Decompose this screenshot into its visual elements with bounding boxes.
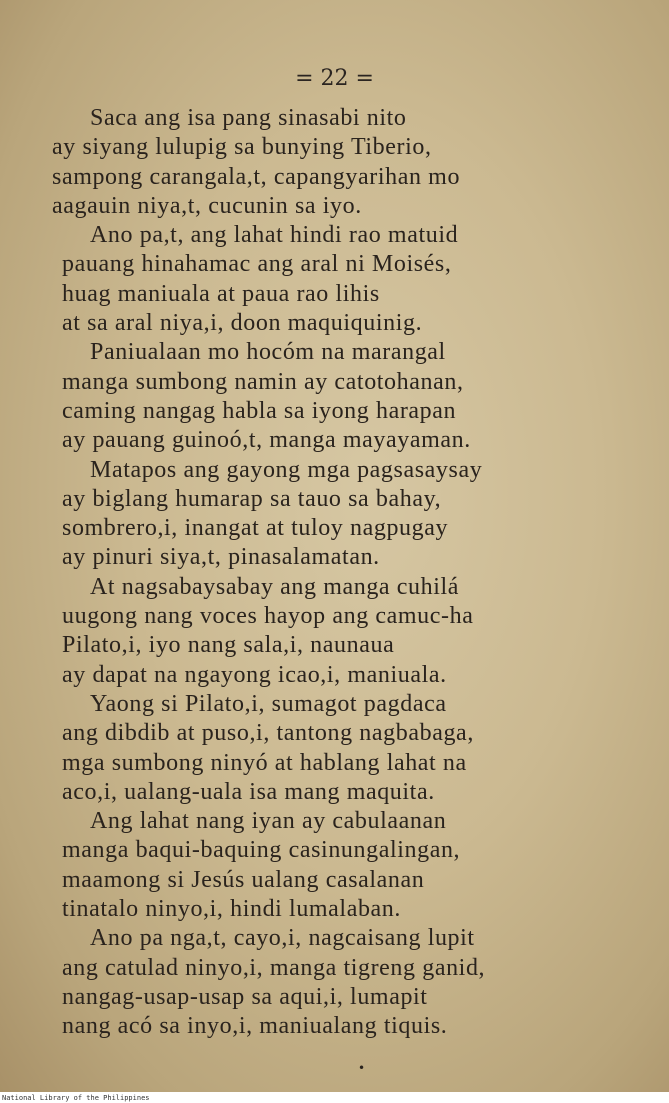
poem-line: caming nangag habla sa iyong harapan <box>62 397 457 424</box>
poem-line: Yaong si Pilato,i, sumagot pagdaca <box>90 690 447 717</box>
poem-line: Pilato,i, iyo nang sala,i, naunaua <box>62 632 395 659</box>
poem-line: mga sumbong ninyó at hablang lahat na <box>62 749 467 776</box>
poem-line: ay dapat na ngayong icao,i, maniuala. <box>62 661 447 688</box>
poem-line: tinatalo ninyo,i, hindi lumalaban. <box>62 896 402 923</box>
poem-line: aco,i, ualang-uala isa mang maquita. <box>62 778 435 805</box>
poem-line: pauang hinahamac ang aral ni Moisés, <box>62 251 452 278</box>
poem-line: At nagsabaysabay ang manga cuhilá <box>90 573 460 600</box>
poem-line: Matapos ang gayong mga pagsasaysay <box>90 456 483 483</box>
poem-line: manga baqui-baquing casinungalingan, <box>62 837 461 864</box>
poem-line: uugong nang voces hayop ang camuc-ha <box>62 603 474 630</box>
poem-line: sombrero,i, inangat at tuloy nagpugay <box>62 515 449 542</box>
poem-line: Saca ang isa pang sinasabi nito <box>90 105 407 131</box>
poem-line: manga sumbong namin ay catotohanan, <box>62 368 464 395</box>
poem-text <box>52 104 632 1042</box>
poem-line: sampong carangala,t, capangyarihan mo <box>52 163 461 190</box>
poem-line: ay pinuri siya,t, pinasalamatan. <box>62 544 380 571</box>
poem-line: ang dibdib at puso,i, tantong nagbabaga, <box>62 720 474 747</box>
bottom-ornament: • <box>358 1061 366 1075</box>
poem-line: nangag-usap-usap sa aqui,i, lumapit <box>62 983 428 1010</box>
poem-line: Ang lahat nang iyan ay cabulaanan <box>90 808 447 835</box>
poem-line: Ano pa nga,t, cayo,i, nagcaisang lupit <box>90 925 475 952</box>
poem-line: Ano pa,t, ang lahat hindi rao matuid <box>90 222 459 249</box>
poem-line: ay siyang lulupig sa bunying Tiberio, <box>52 134 432 161</box>
poem-line: aagauin niya,t, cucunin sa iyo. <box>52 192 362 219</box>
poem-line: huag maniuala at paua rao lihis <box>62 280 380 307</box>
poem-line: nang acó sa inyo,i, maniualang tiquis. <box>62 1013 448 1040</box>
poem-line: ang catulad ninyo,i, manga tigreng ganid, <box>62 954 486 981</box>
page-number: = 22 = <box>295 66 374 91</box>
poem-line: maamong si Jesús ualang casalanan <box>62 866 425 893</box>
footer-credit: National Library of the Philippines <box>2 1094 150 1102</box>
poem-line: ay biglang humarap sa tauo sa bahay, <box>62 485 442 512</box>
poem-line: at sa aral niya,i, doon maquiquinig. <box>62 310 423 337</box>
poem-line: Paniualaan mo hocóm na marangal <box>90 339 446 366</box>
poem-line: ay pauang guinoó,t, manga mayayaman. <box>62 427 471 454</box>
